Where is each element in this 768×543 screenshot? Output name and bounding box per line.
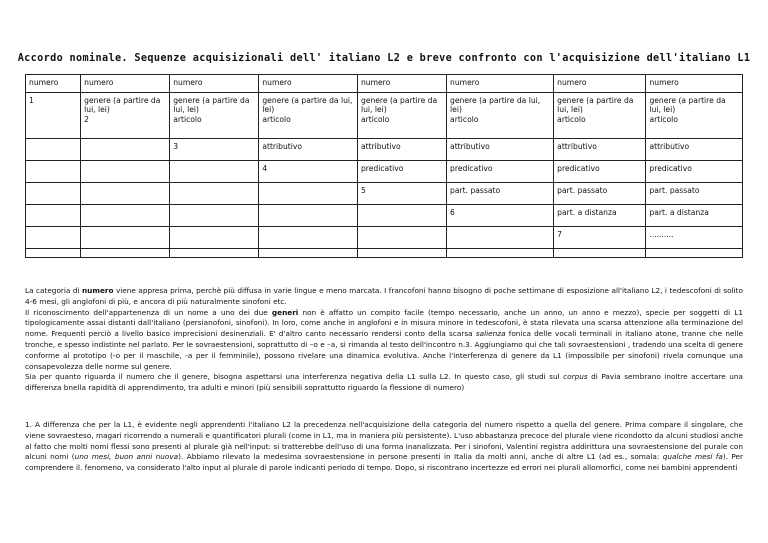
p2-text: ). Per comprendere il. fenomeno, va considerato l'alto input al plurale di parole indicanti periodo di tempo. Dopo, si riscontrano incertezze ed errori nei plurali allomorfici, come nei bambini apprendenti: [25, 452, 743, 473]
table-header-cell: numero: [81, 75, 170, 93]
table-cell: [170, 183, 259, 205]
table-cell: [447, 139, 554, 161]
table-cell: [259, 205, 358, 227]
p1-text: viene appresa prima, perchè più diffusa in varie lingue e meno marcata. I francofoni hanno bisogno di poche settimane di esposizione all'italiano L2, i tedescofoni di solito 4-6 mesi, gli anglofoni di più, e ancora di più naturalmente sinofoni etc.: [25, 286, 743, 306]
cell-text: predicativo: [450, 164, 493, 173]
p1-text: di Pavia sembrano inoltre accertare una differenza bnella rapidità di apprendimento, tra adulti e minori (più sensibili soprattutto riguardo la flessione di numero): [25, 372, 743, 393]
table-header-cell: numero: [447, 75, 554, 93]
table-cell: [26, 161, 81, 183]
table-cell: [447, 93, 554, 139]
table-cell: [170, 93, 259, 139]
table-cell: [646, 93, 743, 139]
table-header-cell: numero: [259, 75, 358, 93]
p1-text: Sia per quanto riguarda il numero che il genere, bisogna aspettarsi una interferenza negativa della L1 sulla L2. In questo caso, gli studi sul: [25, 372, 564, 382]
cell-text: articolo: [360, 114, 390, 124]
table-cell: [447, 161, 554, 183]
cell-text: attributivo: [262, 142, 303, 151]
cell-text: 7: [557, 230, 563, 239]
table-header-cell: numero: [357, 75, 446, 93]
p2-text: ). Abbiamo rilevato la medesima sovraestensione in persone presenti in Italia da molti anni, anche di altre L1 (ad es., somala:: [178, 452, 663, 462]
cell-text: 3: [173, 142, 179, 151]
page-title: Accordo nominale. Sequenze acquisizionali dell' italiano L2 e breve confronto con l'acquisizione dell'italiano L1: [17, 53, 751, 64]
table-cell: [447, 249, 554, 258]
table-row: [26, 183, 743, 205]
cell-text: genere (a partire da lui, lei): [173, 96, 250, 115]
table-cell: [554, 205, 646, 227]
table-cell: [554, 93, 646, 139]
table-cell: [357, 227, 446, 249]
table-cell: [447, 183, 554, 205]
table-row: [26, 205, 743, 227]
table-cell: [170, 139, 259, 161]
cell-text: part. a distanza: [649, 208, 709, 217]
cell-text: articolo: [557, 114, 586, 124]
cell-text: genere (a partire da lui, lei): [649, 96, 726, 115]
cell-text: articolo: [450, 114, 479, 124]
table-cell: [554, 183, 646, 205]
table-cell: [81, 139, 170, 161]
p2-example-2: qualche mesi fa: [662, 452, 723, 462]
cell-text: part. passato: [450, 186, 501, 195]
cell-text: genere (a partire da lui, lei): [84, 96, 161, 115]
p1-keyword-salienza: salienza: [475, 329, 506, 339]
paragraph-1: [25, 286, 743, 394]
table-cell: [259, 249, 358, 258]
table-cell: [357, 161, 446, 183]
cell-text: attributivo: [557, 142, 597, 151]
cell-text: articolo: [649, 114, 678, 124]
p1-text: La categoria di: [25, 286, 82, 295]
table-cell: [357, 139, 446, 161]
cell-text: attributivo: [360, 142, 401, 151]
table-cell: [259, 227, 358, 249]
table-cell: [170, 161, 259, 183]
table-row: [26, 93, 743, 139]
cell-text: attributivo: [450, 142, 490, 151]
table-cell: [447, 227, 554, 249]
table-cell: [170, 205, 259, 227]
cell-text: 2: [84, 114, 89, 124]
table-cell: [646, 183, 743, 205]
cell-text: articolo: [262, 114, 291, 124]
table-cell: [646, 139, 743, 161]
table-header-cell: numero: [646, 75, 743, 93]
table-cell: [26, 183, 81, 205]
table-cell: [26, 205, 81, 227]
cell-text: part. passato: [557, 186, 608, 195]
p1-text: fonica delle vocali terminali in italiano atone, tranne che nelle tronche, e spesso indistinte nel parlato. Per le sovraestensioni, soprattutto di –o e –a, si rimanda al testo dell'incontro n.3. Aggiungiamo qui che tali sovraestensioni , tradendo una scelta di genere conforme al prototipo (-o per il maschile, -a per il femminile), possono rivelare una dinamica evolutiva. Anche l'interferenza di genere da L1 (impossibile per sinofoni) rivela comunque una consapevolezza delle norme sul genere.: [25, 329, 743, 371]
table-row: [26, 249, 743, 258]
table-cell: [170, 249, 259, 258]
p1-text: Il riconoscimento dell'appartenenza di un nome a uno dei due: [25, 307, 272, 317]
table-cell: [26, 227, 81, 249]
cell-text: attributivo: [649, 142, 690, 151]
table-cell: [26, 249, 81, 258]
p2-text: 1. A differenza che per la L1, è evidente negli apprendenti l'italiano L2 la precedenza nell'acquisizione della categoria del numero rispetto a quella del genere. Prima compare il singolare, che viene sovraesteso, magari ricorrendo a numerali e quantificatori plurali (come in L1, ma in maniera più persistente). L'uso abbastanza precoce del plurale viene ricondotto da alcuni studiosi anche al fatto che molti nomi flessi sono presenti al plurale già nell'input: si tratterebbe dell'uso di una forma inanalizzata. Per i sinofoni, Valentini registra addirittura una sovraestensione del purale con alcuni nomi (: [25, 420, 743, 462]
cell-text: predicativo: [557, 164, 600, 173]
table-cell: [646, 227, 743, 249]
table-cell: [554, 249, 646, 258]
p1-text: non è affatto un compito facile (tempo necessario, anche un anno, un anno e mezzo), specie per soggetti di L1 tipologicamente assai distanti dall'italiano (persianofoni, sinofoni). In loro, come anche in anglofoni e in misura minore in tedescofoni, è stata rilevata una scarsa attenzione alla terminazione del nome. Frequenti perciò a livello basico imprecisioni desinenziali. E' d'altro canto necessario rendersi conto della scarsa: [25, 307, 744, 339]
table-cell: [554, 227, 646, 249]
table-header-cell: numero: [170, 75, 259, 93]
cell-text: 1: [29, 96, 34, 105]
table-cell: [554, 161, 646, 183]
table-cell: [81, 93, 170, 139]
table-cell: [646, 249, 743, 258]
cell-text: genere (a partire da lui, lei): [450, 96, 541, 115]
p2-example-1: uno mesi, buon anni nuova: [74, 452, 179, 462]
table-cell: [646, 205, 743, 227]
paragraph-2: [25, 420, 743, 474]
table-row: [26, 161, 743, 183]
table-cell: [81, 227, 170, 249]
table-row: [26, 139, 743, 161]
table-header-cell: numero: [554, 75, 646, 93]
cell-text: genere (a partire da lui, lei): [557, 96, 634, 115]
cell-text: predicativo: [649, 164, 692, 173]
cell-text: ..........: [649, 230, 674, 239]
table-cell: [81, 205, 170, 227]
acquisition-sequence-table: [25, 74, 743, 258]
table-cell: [259, 139, 358, 161]
table-cell: [26, 93, 81, 139]
cell-text: predicativo: [360, 164, 404, 173]
cell-text: genere (a partire da lui, lei): [262, 96, 353, 115]
table-cell: [357, 249, 446, 258]
cell-text: part. a distanza: [557, 208, 617, 217]
p1-keyword-generi: generi: [271, 307, 299, 317]
table-cell: [554, 139, 646, 161]
table-cell: [357, 205, 446, 227]
cell-text: 4: [262, 164, 268, 173]
table-cell: [170, 227, 259, 249]
cell-text: 6: [450, 208, 455, 217]
table-header-row: [26, 75, 743, 93]
table-cell: [447, 205, 554, 227]
table-cell: [646, 161, 743, 183]
table-header-cell: numero: [26, 75, 81, 93]
cell-text: articolo: [173, 114, 202, 124]
cell-text: 5: [360, 186, 366, 195]
table-cell: [26, 139, 81, 161]
table-cell: [259, 93, 358, 139]
table-cell: [81, 249, 170, 258]
table-cell: [259, 161, 358, 183]
cell-text: part. passato: [649, 186, 700, 195]
table-cell: [259, 183, 358, 205]
p1-keyword-corpus: corpus: [563, 372, 588, 382]
table-cell: [81, 161, 170, 183]
table-cell: [357, 183, 446, 205]
cell-text: genere (a partire da lui, lei): [360, 96, 438, 115]
table-row: [26, 227, 743, 249]
table-cell: [357, 93, 446, 139]
table-cell: [81, 183, 170, 205]
p1-keyword-numero: numero: [81, 286, 114, 295]
